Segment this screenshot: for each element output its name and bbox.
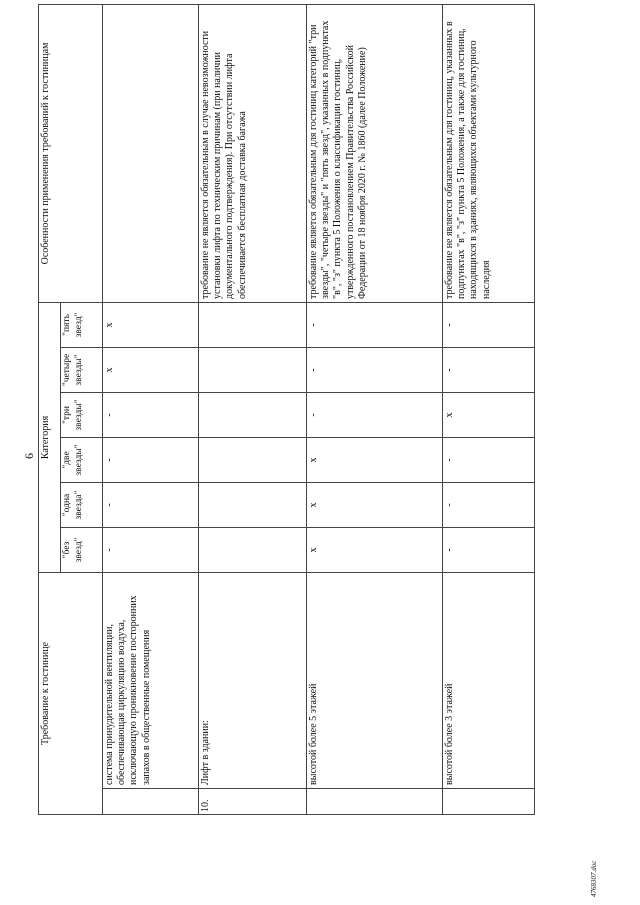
row-mark: - [443,302,535,347]
row-mark: x [307,437,443,482]
header-category-1: "одна звезда" [61,482,103,527]
table-row [103,4,199,814]
row-mark: x [307,527,443,572]
row-mark: - [103,527,199,572]
row-requirement: высотой более 5 этажей [307,572,443,788]
row-mark: - [307,302,443,347]
row-requirement: Лифт в здании: [199,572,307,788]
row-mark: - [307,347,443,392]
table-row [199,4,307,814]
header-category-4: "четыре звезды" [61,347,103,392]
row-mark: - [443,527,535,572]
row-mark: x [103,302,199,347]
table-row [307,4,443,814]
table-row [443,4,535,814]
row-requirement: система принудительной вентиляции, обеспечивающая циркуляцию воздуха, исключающую проникновение посторонних запахов в общественные помещения [103,572,199,788]
row-mark [199,437,307,482]
page-number: 6 [22,453,36,459]
row-notes [103,4,199,302]
row-mark: - [103,392,199,437]
header-category: Категория [39,302,61,572]
row-mark [199,482,307,527]
row-number [103,789,199,815]
row-number: 10. [199,789,307,815]
header-category-5: "пять звезд" [61,302,103,347]
row-number [443,789,535,815]
row-mark: - [307,392,443,437]
header-category-2: "две звезды" [61,437,103,482]
row-mark: x [103,347,199,392]
row-mark [199,347,307,392]
row-notes: требование не является обязательным в случае невозможности установки лифта по техническим причинам (при наличии документального подтверждения). При отсутствии лифта обеспечивается бесплатная доставка багажа [199,4,307,302]
header-category-3: "три звезды" [61,392,103,437]
row-mark: - [103,482,199,527]
header-notes: Особенности применения требований к гостиницам [39,4,103,302]
row-mark: - [443,347,535,392]
row-requirement: высотой более 3 этажей [443,572,535,788]
row-mark: - [103,437,199,482]
row-mark [199,392,307,437]
row-mark: x [307,482,443,527]
row-mark [199,302,307,347]
header-category-0: "без звезд" [61,527,103,572]
row-mark: x [443,392,535,437]
row-notes: требование не является обязательным для гостиниц, указанных в подпунктах "в", "з" пункта 5 Положения, а также для гостиниц, находящихся в зданиях, являющихся объектами культурного наследия [443,4,535,302]
row-notes: требование является обязательным для гостиниц категорий "три звезды", "четыре звезды" и "пять звезд", указанных в подпунктах "в", "з" пункта 5 Положения о классификации гостиниц, утвержденного постановлением Правительства Российской Федерации от 18 ноября 2020 г. № 1860 (далее Положение) [307,4,443,302]
header-requirement: Требование к гостинице [39,572,103,814]
requirements-table [38,4,535,815]
row-number [307,789,443,815]
row-mark [199,527,307,572]
footer-code: 4768307.doc [590,860,598,897]
row-mark: - [443,437,535,482]
row-mark: - [443,482,535,527]
